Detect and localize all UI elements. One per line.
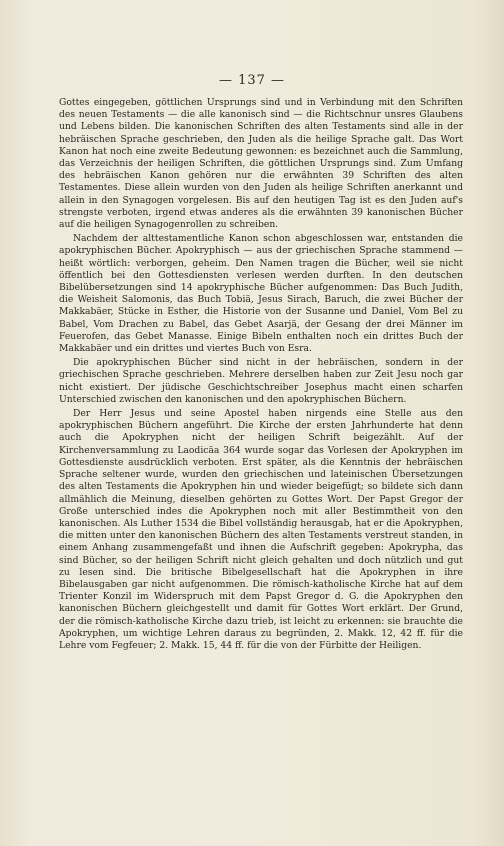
- paragraph-4: Der Herr Jesus und seine Apostel haben nirgends eine Stelle aus den apokryphischen Büchern angeführt. Die Kirche der ersten Jahrhunderte hat denn auch die Apokryphen nicht der heiligen Schrift beigezählt. Auf der Kirchenversammlung zu Laodicäa 364 wurde sogar das Vorlesen der Apokryphen im Gottesdienste ausdrücklich verboten. Erst später, als die Kenntnis der hebräischen Sprache seltener wurde, wurden den griechischen und lateinischen Übersetzungen des alten Testaments die Apokryphen hin und wieder beigefügt; so bildete sich dann allmählich die Meinung, dieselben gehörten zu Gottes Wort. Der Papst Gregor der Große unterschied indes die Apokryphen noch mit aller Bestimmtheit von den kanonischen. Als Luther 1534 die Bibel vollständig herausgab, hat er die Apokryphen, die mitten unter den kanonischen Büchern des alten Testaments verstreut standen, in einem Anhang zusammengefaßt und ihnen die Aufschrift gegeben: Apokrypha, das sind Bücher, so der heiligen Schrift nicht gleich gehalten und doch nützlich und gut zu lesen sind. Die britische Bibelgesellschaft hat die Apokryphen in ihre Bibelausgaben gar nicht aufgenommen. Die römisch-katholische Kirche hat auf dem Trienter Konzil im Widerspruch mit dem Papst Gregor d. G. die Apokryphen den kanonischen Büchern gleichgestellt und damit für Gottes Wort erklärt. Der Grund, der die römisch-katholische Kirche dazu trieb, ist leicht zu erkennen: sie brauchte die Apokryphen, um wichtige Lehren daraus zu begründen, 2. Makk. 12, 42 ff. für die Lehre vom Fegfeuer; 2. Makk. 15, 44 ff. für die von der Fürbitte der Heiligen.: [59, 408, 463, 651]
- paragraph-2: Nachdem der alttestamentliche Kanon schon abgeschlossen war, entstanden die apokryphischen Bücher. Apokryphisch — aus der griechischen Sprache stammend — heißt wörtlich: verborgen, geheim. Den Namen tragen die Bücher, weil sie nicht öffentlich bei den Gottesdiensten verlesen werden durften. In den deutschen Bibelübersetzungen sind 14 apokryphische Bücher aufgenommen: Das Buch Judith, die Weisheit Salomonis, das Buch Tobiä, Jesus Sirach, Baruch, die zwei Bücher der Makkabäer, Stücke in Esther, die Historie von der Susanne und Daniel, Vom Bel zu Babel, Vom Drachen zu Babel, das Gebet Asarjä, der Gesang der drei Männer im Feuerofen, das Gebet Manasse. Einige Bibeln enthalten noch ein drittes Buch der Makkabäer und ein drittes und viertes Buch von Esra.: [59, 233, 463, 355]
- body-text: [59, 97, 463, 652]
- paragraph-3: Die apokryphischen Bücher sind nicht in der hebräischen, sondern in der griechischen Sprache geschrieben. Mehrere derselben haben zur Zeit Jesu noch gar nicht existiert. Der jüdische Geschichtschreiber Josephus macht einen scharfen Unterschied zwischen den kanonischen und den apokryphischen Büchern.: [59, 357, 463, 405]
- page-number: — 137 —: [218, 73, 286, 88]
- paragraph-1: Gottes eingegeben, göttlichen Ursprungs sind und in Verbindung mit den Schriften des neuen Testaments — die alle kanonisch sind — die Richtschnur unsres Glaubens und Lebens bilden. Die kanonischen Schriften des alten Testaments sind alle in der hebräischen Sprache geschrieben, den Juden als die heilige Sprache galt. Das Wort Kanon hat noch eine zweite Bedeutung gewonnen: es bezeichnet auch die Sammlung, das Verzeichnis der heiligen Schriften, die göttlichen Ursprungs sind. Zum Umfang des hebräischen Kanon gehören nur die erwähnten 39 Schriften des alten Testamentes. Diese allein wurden von den Juden als heilige Schriften anerkannt und allein in den Synagogen vorgelesen. Bis auf den heutigen Tag ist es den Juden auf's strengste verboten, irgend etwas anderes als die erwähnten 39 kanonischen Bücher auf die heiligen Synagogenrollen zu schreiben.: [59, 97, 463, 231]
